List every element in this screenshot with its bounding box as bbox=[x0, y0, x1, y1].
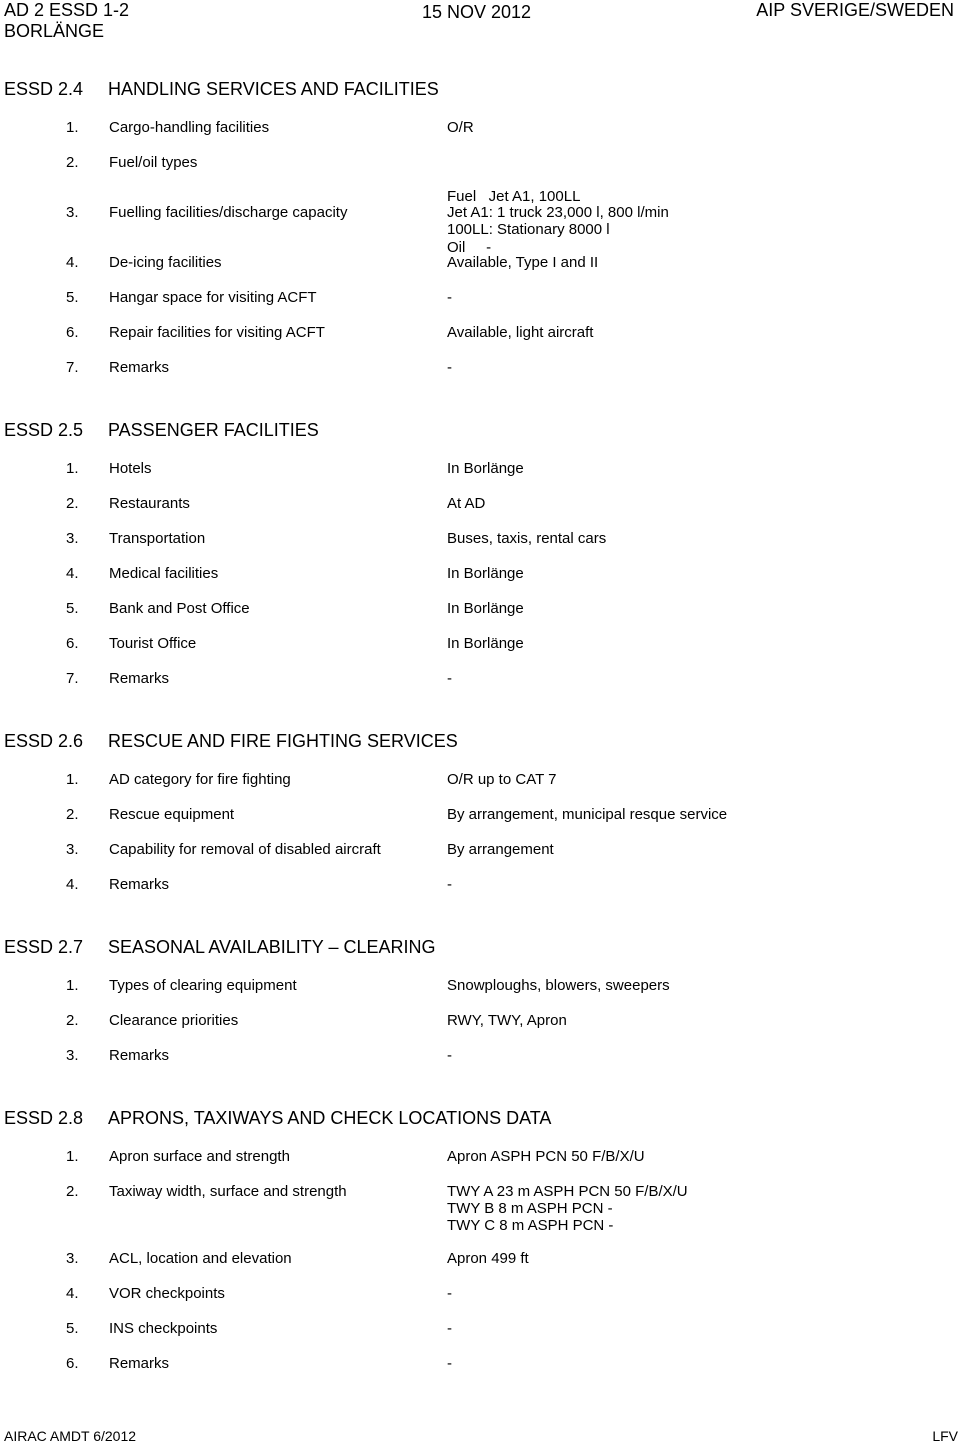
header-left bbox=[4, 0, 129, 42]
section-title: APRONS, TAXIWAYS AND CHECK LOCATIONS DATA bbox=[108, 1108, 552, 1128]
item-label: Medical facilities bbox=[109, 565, 219, 582]
item-value-line: Buses, taxis, rental cars bbox=[447, 530, 607, 547]
item-label: Taxiway width, surface and strength bbox=[109, 1183, 347, 1200]
item-label: Hangar space for visiting ACFT bbox=[109, 289, 317, 306]
item-number: 1. bbox=[66, 771, 79, 788]
item-label: Remarks bbox=[109, 670, 170, 687]
item-label: INS checkpoints bbox=[109, 1320, 218, 1337]
section-title: HANDLING SERVICES AND FACILITIES bbox=[108, 79, 439, 99]
item-value bbox=[447, 460, 524, 477]
item-value-line: O/R bbox=[447, 119, 474, 136]
item-value-line: - bbox=[447, 876, 452, 893]
item-value-line: RWY, TWY, Apron bbox=[447, 1012, 567, 1029]
item-value bbox=[447, 635, 524, 652]
item-value-line: At AD bbox=[447, 495, 486, 512]
item-number: 2. bbox=[66, 154, 79, 171]
item-value-line: Fuel Jet A1, 100LL bbox=[447, 188, 581, 205]
item-value bbox=[447, 771, 557, 788]
item-value-line: - bbox=[447, 1285, 452, 1302]
item-number: 1. bbox=[66, 119, 79, 136]
item-value-line: O/R up to CAT 7 bbox=[447, 771, 557, 788]
item-value-line: TWY A 23 m ASPH PCN 50 F/B/X/U bbox=[447, 1183, 688, 1200]
item-value-line: Available, light aircraft bbox=[447, 324, 594, 341]
item-label: ACL, location and elevation bbox=[109, 1250, 292, 1267]
item-number: 3. bbox=[66, 1047, 79, 1064]
item-number: 2. bbox=[66, 1183, 79, 1200]
item-value-line: TWY B 8 m ASPH PCN - bbox=[447, 1200, 613, 1217]
item-number: 2. bbox=[66, 806, 79, 823]
item-value bbox=[447, 977, 670, 994]
item-number: 6. bbox=[66, 635, 79, 652]
item-value bbox=[447, 495, 485, 512]
item-label: Transportation bbox=[109, 530, 206, 547]
item-value-line: - bbox=[447, 1047, 452, 1064]
section-title: SEASONAL AVAILABILITY – CLEARING bbox=[108, 937, 436, 957]
header-aerodrome: BORLÄNGE bbox=[4, 21, 105, 41]
item-value-line: Oil - bbox=[447, 239, 492, 256]
item-label: Remarks bbox=[109, 876, 170, 893]
item-value bbox=[447, 1355, 452, 1372]
item-value-line: Apron 499 ft bbox=[447, 1250, 529, 1267]
item-label: AD category for fire fighting bbox=[109, 771, 291, 788]
item-number: 5. bbox=[66, 1320, 79, 1337]
item-value-line: Apron ASPH PCN 50 F/B/X/U bbox=[447, 1148, 645, 1165]
item-value bbox=[447, 1250, 529, 1267]
item-value bbox=[447, 289, 452, 306]
item-value bbox=[447, 670, 452, 687]
item-number: 5. bbox=[66, 289, 79, 306]
item-value bbox=[447, 600, 524, 617]
header-doc-ref: AD 2 ESSD 1-2 bbox=[4, 0, 130, 20]
item-value-line: - bbox=[447, 1320, 452, 1337]
item-label: Remarks bbox=[109, 1355, 170, 1372]
item-label: Fuelling facilities/discharge capacity bbox=[109, 204, 348, 221]
item-value-line: - bbox=[447, 670, 452, 687]
section-number: ESSD 2.6 bbox=[4, 731, 84, 751]
item-value bbox=[447, 359, 452, 376]
item-label: Remarks bbox=[109, 359, 170, 376]
section-number: ESSD 2.4 bbox=[4, 79, 84, 99]
item-label: Cargo-handling facilities bbox=[109, 119, 270, 136]
item-value-line: In Borlänge bbox=[447, 565, 524, 582]
item-value-line: Snowploughs, blowers, sweepers bbox=[447, 977, 670, 994]
item-value bbox=[447, 565, 524, 582]
header-date: 15 NOV 2012 bbox=[422, 2, 532, 22]
item-value bbox=[447, 1285, 452, 1302]
item-label: Bank and Post Office bbox=[109, 600, 250, 617]
section-title: PASSENGER FACILITIES bbox=[108, 420, 319, 440]
item-value bbox=[447, 1183, 688, 1234]
section-number: ESSD 2.5 bbox=[4, 420, 84, 440]
item-number: 1. bbox=[66, 977, 79, 994]
section-number: ESSD 2.7 bbox=[4, 937, 84, 957]
item-value bbox=[447, 204, 669, 238]
item-number: 3. bbox=[66, 204, 79, 221]
item-value-line: 100LL: Stationary 8000 l bbox=[447, 221, 610, 238]
item-value-line: In Borlänge bbox=[447, 600, 524, 617]
item-number: 7. bbox=[66, 670, 79, 687]
item-value-line: By arrangement bbox=[447, 841, 554, 858]
item-value bbox=[447, 876, 452, 893]
item-number: 1. bbox=[66, 460, 79, 477]
item-label: Clearance priorities bbox=[109, 1012, 239, 1029]
item-number: 3. bbox=[66, 530, 79, 547]
item-value-line: TWY C 8 m ASPH PCN - bbox=[447, 1217, 614, 1234]
item-label: Capability for removal of disabled aircraft bbox=[109, 841, 381, 858]
item-label: Types of clearing equipment bbox=[109, 977, 297, 994]
item-value bbox=[447, 530, 606, 547]
item-value-line: - bbox=[447, 289, 452, 306]
item-value bbox=[447, 1047, 452, 1064]
item-label: Fuel/oil types bbox=[109, 154, 198, 171]
item-label: Remarks bbox=[109, 1047, 170, 1064]
item-number: 1. bbox=[66, 1148, 79, 1165]
item-number: 2. bbox=[66, 495, 79, 512]
item-label: Apron surface and strength bbox=[109, 1148, 290, 1165]
item-value bbox=[447, 1012, 567, 1029]
item-value-line: - bbox=[447, 359, 452, 376]
item-label: Tourist Office bbox=[109, 635, 197, 652]
item-label: Repair facilities for visiting ACFT bbox=[109, 324, 325, 341]
item-number: 7. bbox=[66, 359, 79, 376]
item-value bbox=[447, 1148, 645, 1165]
item-label: Restaurants bbox=[109, 495, 190, 512]
item-value-line: In Borlänge bbox=[447, 460, 524, 477]
item-label: De-icing facilities bbox=[109, 254, 222, 271]
item-value bbox=[447, 254, 598, 271]
section-title: RESCUE AND FIRE FIGHTING SERVICES bbox=[108, 731, 458, 751]
item-value bbox=[447, 841, 554, 858]
item-number: 5. bbox=[66, 600, 79, 617]
item-label: Hotels bbox=[109, 460, 152, 477]
item-number: 4. bbox=[66, 565, 79, 582]
item-number: 4. bbox=[66, 1285, 79, 1302]
item-value bbox=[447, 806, 727, 823]
item-number: 6. bbox=[66, 324, 79, 341]
header-publication: AIP SVERIGE/SWEDEN bbox=[756, 0, 954, 20]
footer-amendment: AIRAC AMDT 6/2012 bbox=[4, 1428, 137, 1444]
item-label: VOR checkpoints bbox=[109, 1285, 225, 1302]
item-value-line: Available, Type I and II bbox=[447, 254, 599, 271]
item-label: Rescue equipment bbox=[109, 806, 235, 823]
section-number: ESSD 2.8 bbox=[4, 1108, 84, 1128]
item-number: 3. bbox=[66, 1250, 79, 1267]
footer-publisher: LFV bbox=[932, 1428, 958, 1444]
item-value bbox=[447, 1320, 452, 1337]
item-number: 3. bbox=[66, 841, 79, 858]
item-number: 2. bbox=[66, 1012, 79, 1029]
item-number: 4. bbox=[66, 254, 79, 271]
item-value bbox=[447, 119, 474, 136]
item-value-line: Jet A1: 1 truck 23,000 l, 800 l/min bbox=[447, 204, 669, 221]
item-value-line: By arrangement, municipal resque service bbox=[447, 806, 728, 823]
item-value-line: - bbox=[447, 1355, 452, 1372]
item-value-line: In Borlänge bbox=[447, 635, 524, 652]
item-number: 4. bbox=[66, 876, 79, 893]
item-value bbox=[447, 324, 593, 341]
item-number: 6. bbox=[66, 1355, 79, 1372]
